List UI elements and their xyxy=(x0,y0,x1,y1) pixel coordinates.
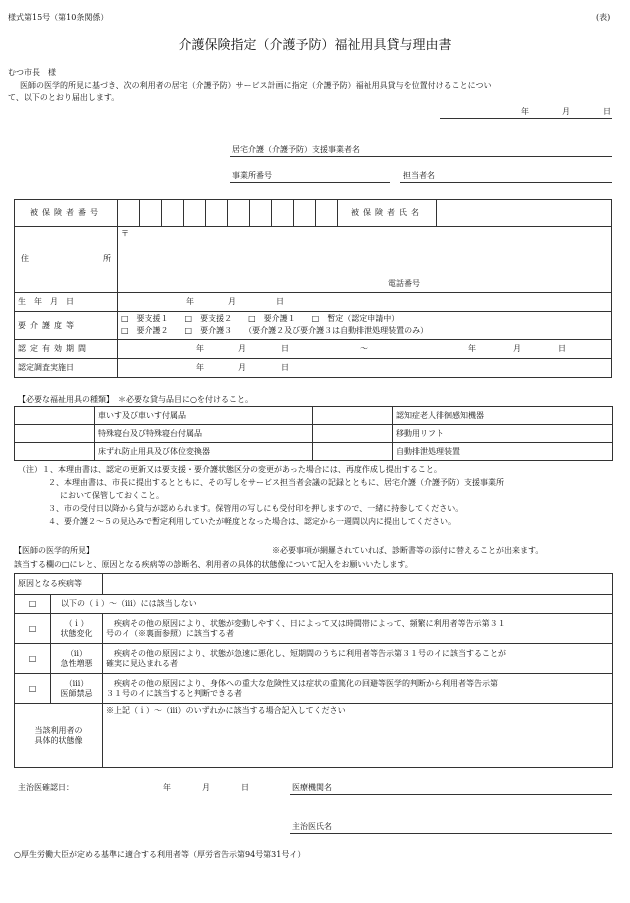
condition-3-name: 医師禁忌 xyxy=(60,688,93,698)
condition-3-num: （ⅲ） xyxy=(64,678,89,688)
survey-year: 年 xyxy=(196,363,204,372)
survey-date-field[interactable] xyxy=(118,359,612,378)
condition-2-line-2: 確実に見込まれる者 xyxy=(106,658,178,668)
address-label xyxy=(15,227,118,293)
birth-year: 年 xyxy=(186,297,194,306)
insured-number-digit[interactable] xyxy=(118,200,140,227)
address-field[interactable] xyxy=(118,227,612,293)
condition-2-num: （ⅱ） xyxy=(65,648,88,658)
checkbox-condition-1[interactable]: □ xyxy=(15,614,51,644)
address-label-1: 住 xyxy=(21,254,29,263)
condition-3-line-1: 疾病その他の原因により、身体への重大な危険性又は症状の重篤化の回避等医学的判断から利用者等告示第 xyxy=(114,678,498,688)
equipment-heading: 【必要な福祉用具の種類】 ＊必要な貸与品目に○を付けること。 xyxy=(18,395,253,404)
insured-number-digit[interactable] xyxy=(206,200,228,227)
care-level-label: 要介護度等 xyxy=(15,312,118,340)
equipment-item: 車いす及び車いす付属品 xyxy=(95,407,313,425)
equipment-check-cell[interactable] xyxy=(15,443,95,461)
state-label xyxy=(15,704,103,768)
survey-day: 日 xyxy=(281,363,289,372)
note-4: ４、要介護２～５の見込みで暫定利用していたが軽度となった場合は、認定から一週間以内に提出してください。 xyxy=(48,517,456,526)
condition-3-label xyxy=(51,674,103,704)
validity-end-year: 年 xyxy=(468,344,476,353)
office-name-line[interactable] xyxy=(230,156,612,157)
intro-line-1: 医師の医学的所見に基づき、次の利用者の居宅（介護予防）サービス計画に指定（介護予防）福祉用具貸与を位置付けることについ xyxy=(20,81,492,90)
birthdate-label: 生 年 月 日 xyxy=(15,293,118,312)
insured-number-digit[interactable] xyxy=(250,200,272,227)
care-options-row-1[interactable]: □ 要支援１ □ 要支援２ □ 要介護１ □ 暫定（認定申請中） xyxy=(121,314,400,323)
date-underline xyxy=(440,118,612,119)
medical-instruction: 該当する欄の□にレと、原因となる疾病等の診断名、利用者の具体的状態像について記入をお願いいたします。 xyxy=(14,560,413,569)
insured-number-digit[interactable] xyxy=(272,200,294,227)
equipment-check-cell[interactable] xyxy=(313,443,393,461)
condition-1-num: （ｉ） xyxy=(64,618,89,628)
condition-1-desc xyxy=(103,614,613,644)
state-field[interactable] xyxy=(103,704,613,768)
side-label: (表) xyxy=(596,13,611,22)
validity-field[interactable] xyxy=(118,340,612,359)
postal-mark: 〒 xyxy=(121,229,129,238)
insured-info-table xyxy=(14,199,612,378)
state-note: ※上記（ｉ）～（ⅲ）のいずれかに該当する場合記入してください xyxy=(106,706,346,715)
footer-note: ○厚生労働大臣が定める基準に適合する利用者等（厚労省告示第94号第31号イ） xyxy=(14,850,306,859)
doctor-name-label: 主治医氏名 xyxy=(292,822,332,831)
doctor-name-line[interactable] xyxy=(290,833,612,834)
phone-label: 電話番号 xyxy=(388,279,420,288)
condition-1-name: 状態変化 xyxy=(60,628,93,638)
none-applicable: 以下の（ｉ）～（ⅲ）には該当しない xyxy=(51,595,613,614)
birth-day: 日 xyxy=(276,297,284,306)
medical-heading: 【医師の医学的所見】 xyxy=(14,546,94,555)
cause-label: 原因となる疾病等 xyxy=(15,574,103,595)
condition-2-desc xyxy=(103,644,613,674)
note-2-cont: において保管しておくこと。 xyxy=(60,491,164,500)
insured-number-digit[interactable] xyxy=(140,200,162,227)
equipment-item: 自動排泄処理装置 xyxy=(393,443,613,461)
confirm-day: 日 xyxy=(241,783,249,792)
confirm-month: 月 xyxy=(202,783,210,792)
equipment-item: 床ずれ防止用具及び体位変換器 xyxy=(95,443,313,461)
survey-month: 月 xyxy=(238,363,246,372)
office-number-line[interactable] xyxy=(230,182,390,183)
intro-line-2: て、以下のとおり届出します。 xyxy=(8,93,120,102)
checkbox-none[interactable]: □ xyxy=(15,595,51,614)
equipment-check-cell[interactable] xyxy=(313,407,393,425)
note-3: ３、市の受付日以降から貸与が認められます。保管用の写しにも受付印を押しますので、一緒に持参してください。 xyxy=(48,504,464,513)
validity-end-day: 日 xyxy=(558,344,566,353)
equipment-item: 認知症老人徘徊感知機器 xyxy=(393,407,613,425)
validity-end-month: 月 xyxy=(513,344,521,353)
survey-date-label: 認定調査実施日 xyxy=(15,359,118,378)
date-day: 日 xyxy=(603,107,611,116)
validity-separator: ～ xyxy=(360,344,368,353)
insured-number-digit[interactable] xyxy=(228,200,250,227)
validity-start-day: 日 xyxy=(281,344,289,353)
institution-line[interactable] xyxy=(290,794,612,795)
insured-name-label: 被保険者氏名 xyxy=(338,200,437,227)
equipment-table xyxy=(14,406,613,461)
condition-3-desc xyxy=(103,674,613,704)
date-year: 年 xyxy=(521,107,529,116)
equipment-check-cell[interactable] xyxy=(15,407,95,425)
equipment-check-cell[interactable] xyxy=(15,425,95,443)
insured-number-digit[interactable] xyxy=(184,200,206,227)
note-2: ２、本理由書は、市長に提出するとともに、その写しをサービス担当者会議の記録とともに、居宅介護（介護予防）支援事業所 xyxy=(48,478,504,487)
care-options-row-2[interactable]: □ 要介護２ □ 要介護３ （要介護２及び要介護３は自動排泄処理装置のみ） xyxy=(121,326,429,335)
condition-1-line-2: 号のイ（※裏面参照）に該当する者 xyxy=(106,628,234,638)
condition-2-line-1: 疾病その他の原因により、状態が急速に悪化し、短期間のうちに利用者等告示第３１号のイに該当することが xyxy=(114,648,506,658)
condition-1-label xyxy=(51,614,103,644)
validity-start-year: 年 xyxy=(196,344,204,353)
office-number-label: 事業所番号 xyxy=(232,171,272,180)
institution-label: 医療機関名 xyxy=(292,783,332,792)
address-label-2: 所 xyxy=(103,254,111,263)
insured-number-digit[interactable] xyxy=(316,200,338,227)
cause-field[interactable] xyxy=(103,574,613,595)
insured-name-field[interactable] xyxy=(437,200,612,227)
validity-label: 認定有効期間 xyxy=(15,340,118,359)
note-1: （注）１、本理由書は、認定の更新又は要支援・要介護状態区分の変更があった場合には、再度作成し提出すること。 xyxy=(18,465,442,474)
state-label-2: 具体的状態像 xyxy=(34,735,83,745)
validity-start-month: 月 xyxy=(238,344,246,353)
equipment-check-cell[interactable] xyxy=(313,425,393,443)
doctor-confirm-label: 主治医確認日： xyxy=(18,783,74,792)
addressee: むつ市長 様 xyxy=(8,68,56,77)
confirm-year: 年 xyxy=(163,783,171,792)
medical-table xyxy=(14,573,613,768)
equipment-item: 移動用リフト xyxy=(393,425,613,443)
staff-label: 担当者名 xyxy=(403,171,435,180)
state-label-1: 当該利用者の xyxy=(34,725,83,735)
condition-1-line-1: 疾病その他の原因により、状態が変動しやすく、日によって又は時間帯によって、頻繁に利用者等告示第３１ xyxy=(114,618,506,628)
birthdate-field[interactable] xyxy=(118,293,612,312)
medical-note: ※必要事項が網羅されていれば、診断書等の添付に替えることが出来ます。 xyxy=(272,546,544,555)
form-number: 様式第15号（第10条関係） xyxy=(8,13,109,22)
date-month: 月 xyxy=(562,107,570,116)
staff-name-line[interactable] xyxy=(400,182,612,183)
insured-number-digit[interactable] xyxy=(162,200,184,227)
page-title: 介護保険指定（介護予防）福祉用具貸与理由書 xyxy=(178,38,452,53)
insured-number-digit[interactable] xyxy=(294,200,316,227)
condition-2-label xyxy=(51,644,103,674)
checkbox-condition-2[interactable]: □ xyxy=(15,644,51,674)
condition-2-name: 急性増悪 xyxy=(60,658,93,668)
insured-number-label: 被保険者番号 xyxy=(15,200,118,227)
condition-3-line-2: ３１号のイに該当すると判断できる者 xyxy=(106,688,242,698)
office-label: 居宅介護（介護予防）支援事業者名 xyxy=(232,145,360,154)
care-level-options[interactable] xyxy=(118,312,612,340)
birth-month: 月 xyxy=(228,297,236,306)
checkbox-condition-3[interactable]: □ xyxy=(15,674,51,704)
equipment-item: 特殊寝台及び特殊寝台付属品 xyxy=(95,425,313,443)
